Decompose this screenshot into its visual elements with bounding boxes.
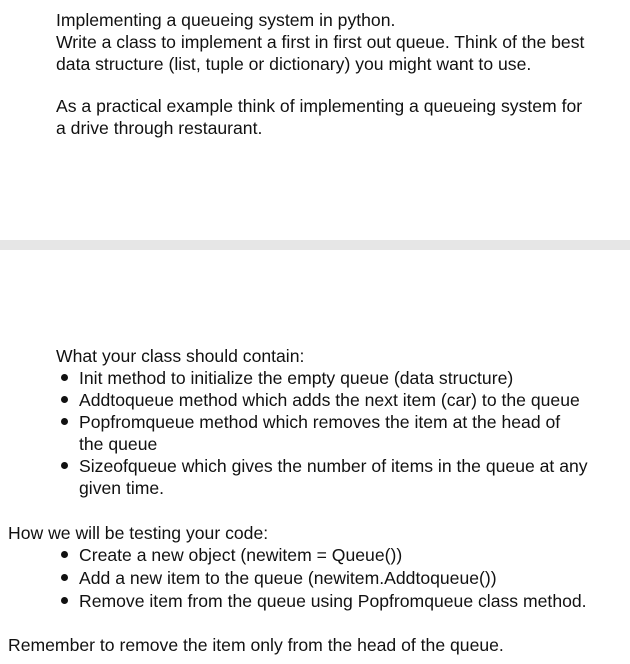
footer-note: Remember to remove the item only from the head of the queue. xyxy=(8,635,504,655)
requirements-heading: What your class should contain: xyxy=(56,346,305,366)
document-page-2 xyxy=(0,250,630,664)
requirement-text: Sizeofqueue which gives the number of items in the queue at any xyxy=(79,456,588,476)
intro-task-line-2: data structure (list, tuple or dictionary) you might want to use. xyxy=(56,54,532,74)
testing-text: Add a new item to the queue (newitem.Addtoqueue()) xyxy=(79,568,497,588)
bullet-icon xyxy=(61,396,68,403)
document-page-1 xyxy=(0,0,630,240)
requirement-text-continued: the queue xyxy=(79,434,158,454)
bullet-icon xyxy=(61,462,68,469)
requirement-text: Popfromqueue method which removes the item at the head of xyxy=(79,412,561,432)
requirement-text: Addtoqueue method which adds the next item (car) to the queue xyxy=(79,390,580,410)
bullet-icon xyxy=(61,418,68,425)
bullet-icon xyxy=(61,551,68,558)
testing-text: Create a new object (newitem = Queue()) xyxy=(79,545,403,565)
intro-example-line-1: As a practical example think of implementing a queueing system for xyxy=(56,96,583,116)
testing-text: Remove item from the queue using Popfromqueue class method. xyxy=(79,591,587,611)
intro-title: Implementing a queueing system in python. xyxy=(56,10,396,30)
requirement-text: Init method to initialize the empty queue (data structure) xyxy=(79,368,514,388)
intro-example-line-2: a drive through restaurant. xyxy=(56,118,263,138)
bullet-icon xyxy=(61,574,68,581)
bullet-icon xyxy=(61,597,68,604)
requirement-text-continued: given time. xyxy=(79,478,165,498)
intro-task-line-1: Write a class to implement a first in first out queue. Think of the best xyxy=(56,32,585,52)
testing-heading: How we will be testing your code: xyxy=(8,523,269,543)
page-separator xyxy=(0,240,630,250)
bullet-icon xyxy=(61,374,68,381)
